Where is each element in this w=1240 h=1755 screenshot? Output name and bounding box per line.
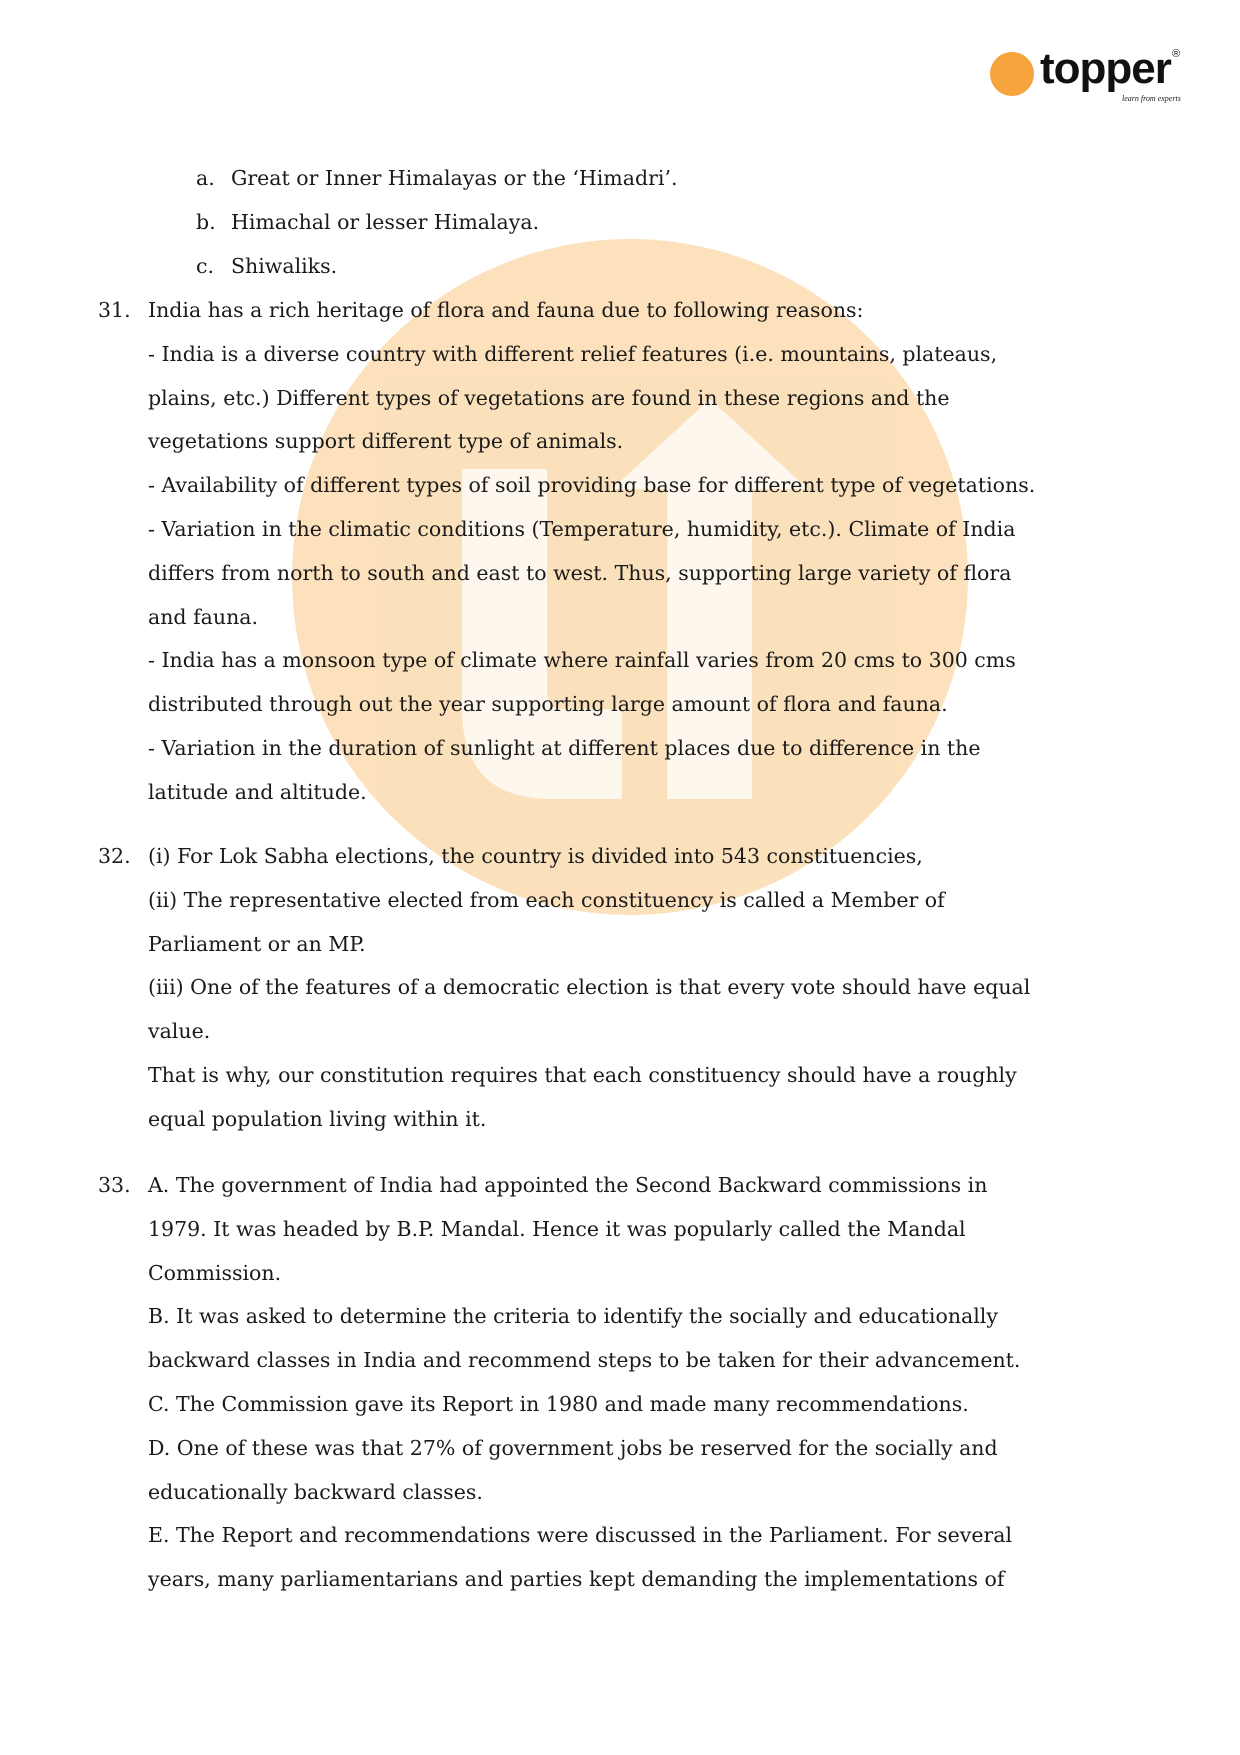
registered-mark: ® (1172, 48, 1181, 60)
answer-line: B. It was asked to determine the criteria to identify the socially and educationally (148, 1304, 998, 1329)
answer-line: (iii) One of the features of a democratic election is that every vote should have equal (148, 975, 1031, 1000)
answer-line: D. One of these was that 27% of government jobs be reserved for the socially and (148, 1435, 998, 1460)
answer-line: educationally backward classes. (148, 1479, 483, 1504)
answer-line: value. (148, 1019, 211, 1044)
answer-line: (i) For Lok Sabha elections, the country is divided into 543 constituencies, (148, 844, 923, 868)
answer-line: 1979. It was headed by B.P. Mandal. Hence it was popularly called the Mandal (148, 1216, 966, 1241)
answer-line: - Variation in the climatic conditions (Temperature, humidity, etc.). Climate of India (148, 517, 1016, 541)
answer-line: vegetations support different type of animals. (148, 429, 624, 454)
answer-line: latitude and altitude. (148, 779, 367, 804)
logo-tagline: learn from experts (1122, 94, 1181, 103)
list-marker: b. (196, 209, 216, 234)
answer-line: backward classes in India and recommend steps to be taken for their advancement. (148, 1348, 1021, 1373)
answer-line: - India is a diverse country with different relief features (i.e. mountains, plateaus, (148, 341, 998, 366)
answer-number: 32. (98, 844, 131, 868)
list-item: Great or Inner Himalayas or the ‘Himadri’. (231, 166, 678, 190)
answer-line: - Availability of different types of soil providing base for different type of vegetations. (148, 473, 1036, 498)
answer-line: (ii) The representative elected from each constituency is called a Member of (148, 887, 945, 912)
answer-line: - India has a monsoon type of climate where rainfall varies from 20 cms to 300 cms (148, 648, 1016, 673)
answer-line: plains, etc.) Different types of vegetations are found in these regions and the (148, 385, 950, 410)
answer-line: and fauna. (148, 604, 259, 629)
answer-number: 31. (98, 298, 131, 322)
answer-line: distributed through out the year supporting large amount of flora and fauna. (148, 692, 948, 717)
answer-line: differs from north to south and east to west. Thus, supporting large variety of flora (148, 560, 1012, 585)
answer-line: Commission. (148, 1260, 282, 1285)
list-item: Himachal or lesser Himalaya. (231, 209, 540, 234)
answer-line: That is why, our constitution requires that each constituency should have a roughly (148, 1063, 1017, 1087)
logo-text: topper (1040, 44, 1171, 93)
list-marker: c. (196, 253, 214, 278)
answer-number: 33. (98, 1173, 131, 1197)
answer-line: E. The Report and recommendations were discussed in the Parliament. For several (148, 1523, 1013, 1548)
answer-line: Parliament or an MP. (148, 931, 366, 956)
answer-line: - Variation in the duration of sunlight at different places due to difference in the (148, 736, 981, 760)
list-item: Shiwaliks. (231, 253, 338, 278)
answer-line: A. The government of India had appointed the Second Backward commissions in (148, 1173, 988, 1197)
answer-line: years, many parliamentarians and parties kept demanding the implementations of (148, 1567, 1005, 1592)
answer-line: India has a rich heritage of flora and fauna due to following reasons: (148, 298, 864, 322)
topper-logo (990, 44, 1190, 110)
list-marker: a. (196, 166, 215, 190)
answer-line: C. The Commission gave its Report in 1980 and made many recommendations. (148, 1392, 969, 1416)
answer-line: equal population living within it. (148, 1106, 487, 1131)
